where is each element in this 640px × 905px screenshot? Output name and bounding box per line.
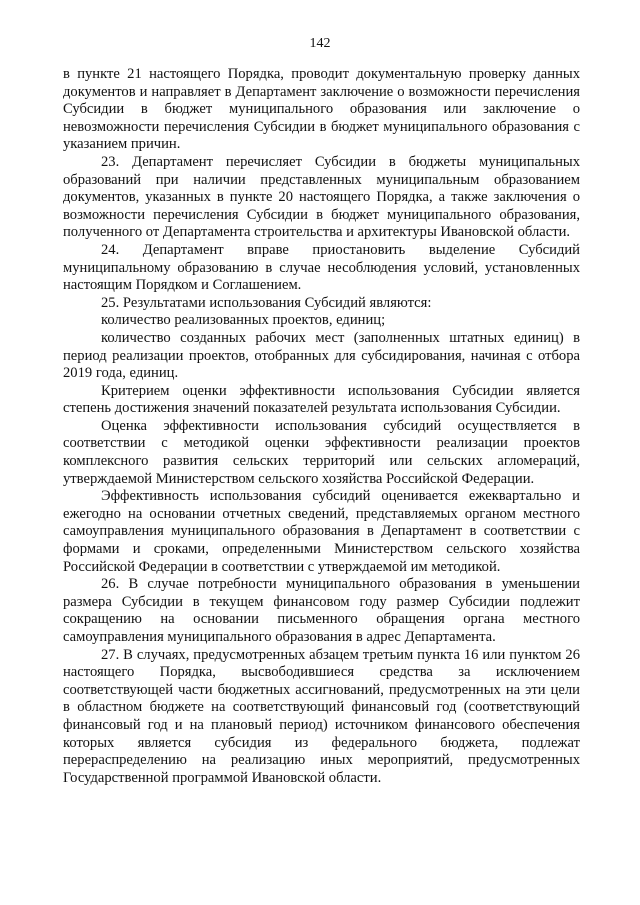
paragraph-26: 26. В случае потребности муниципального образования в уменьшении размера Субсидии в текущем финансовом году размер Субсидии подлежит сокращению на основании письменного обращения органа местного самоуправления муниципального образования в адрес Департамента. [63,576,580,645]
paragraph-27: 27. В случаях, предусмотренных абзацем третьим пункта 16 или пунктом 26 настоящего Порядка, высвободившиеся средства за исключением соответствующей части бюджетных ассигнований, предусмотренных на эти цели в областном бюджете на соответствующий финансовый год (соответствующий финансовый год и на плановый период) источником финансового обеспечения которых является субсидия из федерального бюджета, подлежат перераспределению на реализацию иных мероприятий, предусмотренных Государственной программой Ивановской области. [63,646,580,786]
paragraph-24: 24. Департамент вправе приостановить выделение Субсидий муниципальному образованию в случае несоблюдения условий, установленных настоящим Порядком и Соглашением. [63,241,580,294]
paragraph-evaluation: Оценка эффективности использования субсидий осуществляется в соответствии с методикой оценки эффективности реализации проектов комплексного развития сельских территорий или сельских агломераций, утверждаемой Министерством сельского хозяйства Российской Федерации. [63,417,580,487]
document-body [63,66,580,787]
paragraph-25-item-projects: количество реализованных проектов, единиц; [101,312,386,329]
page-number: 142 [309,36,331,51]
paragraph-25-item-jobs: количество созданных рабочих мест (заполненных штатных единиц) в период реализации проектов, отобранных для субсидирования, начиная с отбора 2019 года, единиц. [63,329,580,382]
paragraph-effectiveness: Эффективность использования субсидий оценивается ежеквартально и ежегодно на основании отчетных сведений, представляемых органом местного самоуправления муниципального образования в Департамент в соответствии с формами и сроками, определенными Министерством сельского хозяйства Российской Федерации в соответствии с утверждаемой им методикой. [63,488,580,575]
paragraph-continuation: в пункте 21 настоящего Порядка, проводит документальную проверку данных документов и направляет в Департамент заключение о возможности перечисления Субсидии в бюджет муниципального образования или заключение о невозможности перечисления Субсидии в бюджет муниципального образования с указанием причин. [63,66,580,153]
paragraph-25: 25. Результатами использования Субсидий являются: [101,294,432,311]
paragraph-criterion: Критерием оценки эффективности использования Субсидии является степень достижения значений показателей результата использования Субсидии. [63,382,580,417]
paragraph-23: 23. Департамент перечисляет Субсидии в бюджеты муниципальных образований при наличии представленных муниципальным образованием документов, указанных в пункте 20 настоящего Порядка, а также заключения о возможности перечисления Субсидии в бюджет муниципального образования, полученного от Департамента строительства и архитектуры Ивановской области. [63,153,580,241]
